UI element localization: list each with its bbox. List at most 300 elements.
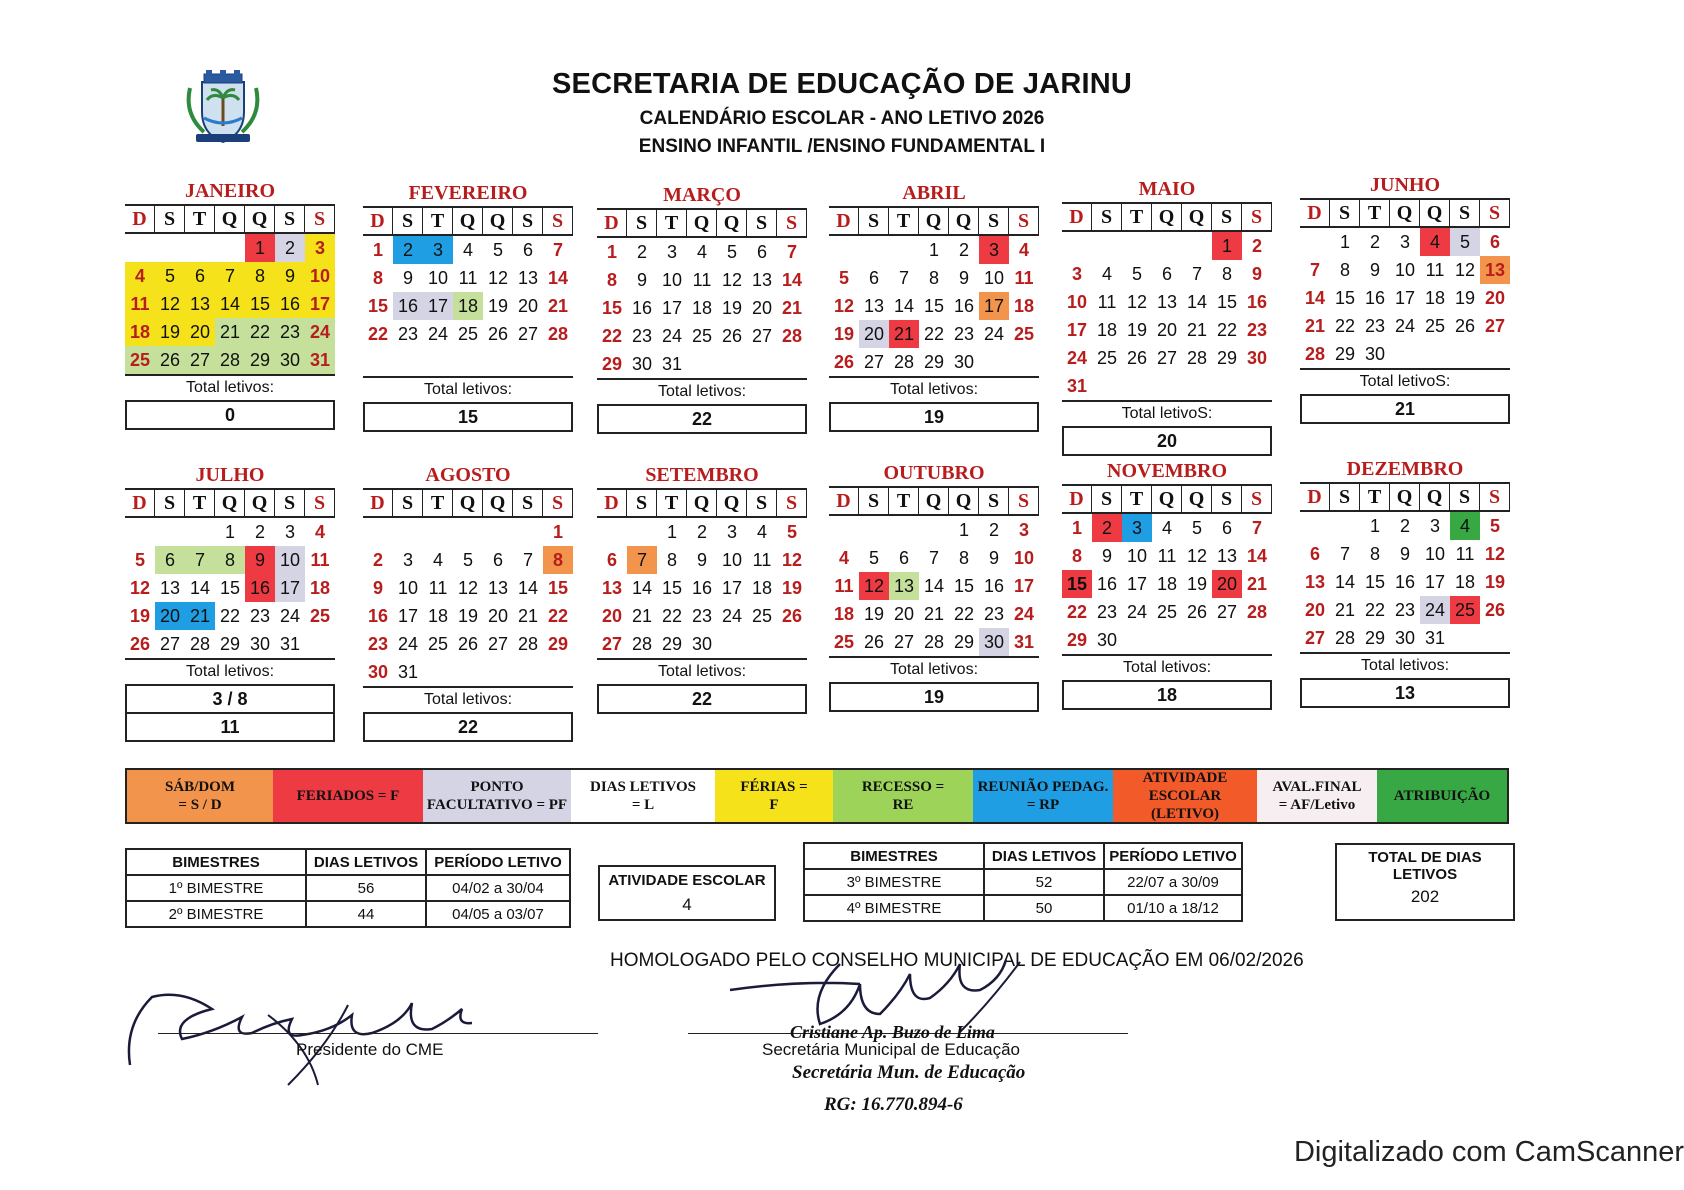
weekday-header: S <box>543 490 573 518</box>
total-letivos-value: 18 <box>1062 680 1272 710</box>
day-cell: 21 <box>1246 574 1268 594</box>
day-cell: 5 <box>134 550 145 570</box>
day-cell: 21 <box>547 296 569 316</box>
day-cell: 15 <box>953 576 975 596</box>
weekday-header: S <box>155 206 185 234</box>
day-cell: 19 <box>155 318 185 346</box>
legend-text <box>165 778 235 814</box>
weekday-header: S <box>275 490 305 518</box>
day-cell: 19 <box>129 606 151 626</box>
empty-day-cell <box>597 518 627 546</box>
month-day-grid <box>1300 484 1510 652</box>
bim1-header-dias: DIAS LETIVOS <box>306 849 426 875</box>
empty-day-cell <box>829 516 859 544</box>
weekday-header: Q <box>1182 204 1212 232</box>
day-cell: 4 <box>1420 228 1450 256</box>
day-cell: 10 <box>1424 544 1446 564</box>
month-day-grid <box>597 490 807 658</box>
legend-text <box>740 778 807 814</box>
day-cell: 24 <box>1394 316 1416 336</box>
day-cell: 10 <box>305 262 335 290</box>
day-cell: 27 <box>1304 628 1326 648</box>
day-cell: 18 <box>691 298 713 318</box>
total-letivos-label: Total letivos: <box>597 378 807 404</box>
legend-line-1: FÉRIAS = <box>740 779 808 795</box>
day-cell: 12 <box>1454 260 1476 280</box>
day-cell: 19 <box>833 324 855 344</box>
month-day-grid <box>1062 204 1272 400</box>
day-cell: 15 <box>1062 570 1092 598</box>
day-cell: 31 <box>661 354 683 374</box>
day-cell: 8 <box>928 268 939 288</box>
day-cell: 12 <box>457 578 479 598</box>
day-cell: 6 <box>1221 518 1232 538</box>
total-letivos-label: Total letivos: <box>125 374 335 400</box>
empty-day-cell <box>859 516 889 544</box>
day-cell: 24 <box>661 326 683 346</box>
legend-line-2: = RP <box>1026 797 1060 813</box>
weekday-header: T <box>185 490 215 518</box>
day-cell: 16 <box>953 296 975 316</box>
day-cell: 23 <box>397 324 419 344</box>
day-cell: 21 <box>631 606 653 626</box>
total-letivos-label: Total letivos: <box>363 686 573 712</box>
day-cell: 14 <box>631 578 653 598</box>
day-cell: 10 <box>1126 546 1148 566</box>
day-cell: 10 <box>983 268 1005 288</box>
month-5 <box>1300 172 1510 424</box>
day-cell: 18 <box>309 578 331 598</box>
weekday-header: S <box>1330 200 1360 228</box>
legend-item-5 <box>833 770 973 822</box>
day-cell: 28 <box>517 634 539 654</box>
day-cell: 22 <box>661 606 683 626</box>
day-cell: 7 <box>786 242 797 262</box>
day-cell: 25 <box>751 606 773 626</box>
day-cell: 14 <box>547 268 569 288</box>
legend-item-6 <box>973 770 1113 822</box>
day-cell: 1 <box>1369 516 1380 536</box>
day-cell: 25 <box>457 324 479 344</box>
total-dias-letivos-label: TOTAL DE DIAS LETIVOS <box>1368 849 1482 883</box>
day-cell: 20 <box>893 604 915 624</box>
month-day-grid <box>125 206 335 374</box>
weekday-header: Q <box>245 206 275 234</box>
month-6 <box>125 462 335 742</box>
legend-line-1: RECESSO = <box>861 779 945 795</box>
day-cell: 30 <box>1364 344 1386 364</box>
day-cell: 8 <box>245 262 275 290</box>
day-cell: 19 <box>1454 288 1476 308</box>
weekday-header: S <box>1242 204 1272 232</box>
weekday-header: S <box>627 210 657 238</box>
legend-text <box>1272 778 1361 814</box>
day-cell: 31 <box>1424 628 1446 648</box>
day-cell: 24 <box>305 318 335 346</box>
day-cell: 15 <box>367 296 389 316</box>
day-cell: 11 <box>125 290 155 318</box>
day-cell: 16 <box>1096 574 1118 594</box>
day-cell: 24 <box>721 606 743 626</box>
day-cell: 3 <box>1429 516 1440 536</box>
total-letivos-value: 15 <box>363 402 573 432</box>
weekday-header: D <box>1062 204 1092 232</box>
weekday-header: T <box>657 210 687 238</box>
day-cell: 7 <box>1191 264 1202 284</box>
day-cell: 22 <box>953 604 975 624</box>
day-cell: 7 <box>928 548 939 568</box>
day-cell: 8 <box>666 550 677 570</box>
month-10 <box>1062 458 1272 710</box>
weekday-header: S <box>1009 488 1039 516</box>
total-letivos-value: 0 <box>125 400 335 430</box>
total-letivos-value: 19 <box>829 402 1039 432</box>
total-letivos-value: 19 <box>829 682 1039 712</box>
empty-day-cell <box>829 236 859 264</box>
day-cell: 8 <box>958 548 969 568</box>
month-3 <box>829 180 1039 432</box>
day-cell: 2 <box>1251 236 1262 256</box>
day-cell: 9 <box>402 268 413 288</box>
empty-day-cell <box>1300 228 1330 256</box>
legend-text <box>590 778 696 814</box>
day-cell: 15 <box>1334 288 1356 308</box>
weekday-header: Q <box>919 488 949 516</box>
day-cell: 6 <box>756 242 767 262</box>
bim2-row2-days: 50 <box>984 895 1104 921</box>
day-cell: 10 <box>397 578 419 598</box>
day-cell: 20 <box>1156 320 1178 340</box>
day-cell: 10 <box>721 550 743 570</box>
day-cell: 1 <box>552 522 563 542</box>
day-cell: 10 <box>661 270 683 290</box>
month-8 <box>597 462 807 714</box>
weekday-header: S <box>979 488 1009 516</box>
day-cell: 30 <box>1394 628 1416 648</box>
day-cell: 22 <box>923 324 945 344</box>
weekday-header: D <box>597 210 627 238</box>
day-cell: 16 <box>367 606 389 626</box>
weekday-header: S <box>777 490 807 518</box>
day-cell: 14 <box>781 270 803 290</box>
day-cell: 31 <box>305 346 335 374</box>
day-cell: 11 <box>310 550 330 570</box>
legend-text <box>862 778 944 814</box>
day-cell: 7 <box>1251 518 1262 538</box>
day-cell: 5 <box>868 548 879 568</box>
empty-day-cell <box>1062 232 1092 260</box>
weekday-header: D <box>829 208 859 236</box>
day-cell: 20 <box>1304 600 1326 620</box>
day-cell: 25 <box>691 326 713 346</box>
empty-day-cell <box>125 518 155 546</box>
empty-day-cell <box>125 234 155 262</box>
day-cell: 27 <box>1484 316 1506 336</box>
day-cell: 15 <box>1364 572 1386 592</box>
day-cell: 30 <box>631 354 653 374</box>
day-cell: 17 <box>1013 576 1035 596</box>
day-cell: 6 <box>1309 544 1320 564</box>
weekday-header: T <box>889 488 919 516</box>
day-cell: 27 <box>751 326 773 346</box>
weekday-header: Q <box>717 490 747 518</box>
empty-day-cell <box>453 518 483 546</box>
day-cell: 28 <box>189 634 211 654</box>
weekday-header: Q <box>453 490 483 518</box>
day-cell: 27 <box>1156 348 1178 368</box>
empty-day-cell <box>627 518 657 546</box>
weekday-header: S <box>393 208 423 236</box>
day-cell: 29 <box>601 354 623 374</box>
empty-day-cell <box>393 518 423 546</box>
weekday-header: S <box>1092 486 1122 514</box>
day-cell: 15 <box>219 578 241 598</box>
bim1-row1-name: 1º BIMESTRE <box>126 875 306 901</box>
day-cell: 12 <box>1186 546 1208 566</box>
day-cell: 15 <box>245 290 275 318</box>
weekday-header: T <box>657 490 687 518</box>
day-cell: 24 <box>1126 602 1148 622</box>
month-name: AGOSTO <box>363 462 573 490</box>
day-cell: 10 <box>1394 260 1416 280</box>
legend-text <box>427 778 567 814</box>
day-cell: 26 <box>129 634 151 654</box>
day-cell: 9 <box>1369 260 1380 280</box>
day-cell: 7 <box>522 550 533 570</box>
total-letivos-label: Total letivos: <box>1062 654 1272 680</box>
day-cell: 19 <box>721 298 743 318</box>
day-cell: 18 <box>1013 296 1035 316</box>
bim1-row2-days: 44 <box>306 901 426 927</box>
bim1-row2-name: 2º BIMESTRE <box>126 901 306 927</box>
total-letivos-value: 22 <box>597 404 807 434</box>
day-cell: 4 <box>462 240 473 260</box>
day-cell: 20 <box>155 602 185 630</box>
day-cell: 12 <box>155 290 185 318</box>
day-cell: 19 <box>781 578 803 598</box>
month-name: JANEIRO <box>125 178 335 206</box>
day-cell: 19 <box>1126 320 1148 340</box>
weekday-header: S <box>155 490 185 518</box>
day-cell: 20 <box>185 318 215 346</box>
day-cell: 11 <box>752 550 772 570</box>
day-cell: 4 <box>1101 264 1112 284</box>
day-cell: 5 <box>1131 264 1142 284</box>
day-cell: 11 <box>1425 260 1445 280</box>
month-0 <box>125 178 335 430</box>
legend-item-3 <box>571 770 715 822</box>
day-cell: 21 <box>215 318 245 346</box>
day-cell: 29 <box>245 346 275 374</box>
day-cell: 30 <box>979 628 1009 656</box>
weekday-header: T <box>1122 204 1152 232</box>
weekday-header: S <box>1480 484 1510 512</box>
weekday-header: D <box>125 490 155 518</box>
day-cell: 26 <box>1126 348 1148 368</box>
legend-line-2: = L <box>631 797 655 813</box>
day-cell: 8 <box>606 270 617 290</box>
day-cell: 17 <box>423 292 453 320</box>
day-cell: 8 <box>1369 544 1380 564</box>
day-cell: 7 <box>215 262 245 290</box>
day-cell: 9 <box>1251 264 1262 284</box>
day-cell: 24 <box>1013 604 1035 624</box>
total-letivos-label: Total letivos: <box>597 658 807 684</box>
day-cell: 13 <box>1216 546 1238 566</box>
day-cell: 26 <box>457 634 479 654</box>
weekday-header: T <box>185 206 215 234</box>
weekday-header: D <box>363 490 393 518</box>
weekday-header: T <box>889 208 919 236</box>
day-cell: 13 <box>863 296 885 316</box>
day-cell: 15 <box>547 578 569 598</box>
day-cell: 22 <box>547 606 569 626</box>
weekday-header: S <box>1450 484 1480 512</box>
weekday-header: S <box>1009 208 1039 236</box>
day-cell: 15 <box>923 296 945 316</box>
month-day-grid <box>1300 200 1510 368</box>
legend-line-2: = AF/Letivo <box>1278 797 1356 813</box>
day-cell: 21 <box>781 298 803 318</box>
total-letivos-label: Total letivos: <box>125 658 335 684</box>
weekday-header: S <box>513 208 543 236</box>
day-cell: 11 <box>834 576 854 596</box>
atividade-escolar-value: 4 <box>682 895 692 914</box>
day-cell: 9 <box>245 546 275 574</box>
day-cell: 26 <box>781 606 803 626</box>
day-cell: 23 <box>1096 602 1118 622</box>
weekday-header: Q <box>919 208 949 236</box>
day-cell: 17 <box>397 606 419 626</box>
day-cell: 28 <box>923 632 945 652</box>
day-cell: 1 <box>245 234 275 262</box>
weekday-header: Q <box>687 210 717 238</box>
day-cell: 4 <box>838 548 849 568</box>
day-cell: 27 <box>487 634 509 654</box>
day-cell: 22 <box>219 606 241 626</box>
day-cell: 16 <box>1246 292 1268 312</box>
day-cell: 7 <box>185 546 215 574</box>
month-name: NOVEMBRO <box>1062 458 1272 486</box>
day-cell: 9 <box>1399 544 1410 564</box>
empty-day-cell <box>155 234 185 262</box>
total-letivos-label: Total letivos: <box>1300 652 1510 678</box>
day-cell: 28 <box>1186 348 1208 368</box>
day-cell: 14 <box>893 296 915 316</box>
day-cell: 12 <box>859 572 889 600</box>
day-cell: 14 <box>215 290 245 318</box>
weekday-header: S <box>1242 486 1272 514</box>
legend-item-7 <box>1113 770 1257 822</box>
day-cell: 30 <box>691 634 713 654</box>
day-cell: 13 <box>487 578 509 598</box>
bim2-row1-days: 52 <box>984 869 1104 895</box>
total-letivos-value: 22 <box>363 712 573 742</box>
day-cell: 2 <box>275 234 305 262</box>
month-day-grid <box>363 490 573 686</box>
day-cell: 18 <box>1096 320 1118 340</box>
day-cell: 16 <box>275 290 305 318</box>
legend-line-1: REUNIÃO PEDAG. <box>977 779 1109 795</box>
day-cell: 30 <box>1096 630 1118 650</box>
day-cell: 30 <box>275 346 305 374</box>
day-cell: 13 <box>889 572 919 600</box>
day-cell: 29 <box>661 634 683 654</box>
day-cell: 24 <box>427 324 449 344</box>
day-cell: 26 <box>721 326 743 346</box>
day-cell: 29 <box>923 352 945 372</box>
day-cell: 4 <box>314 522 325 542</box>
day-cell: 13 <box>1156 292 1178 312</box>
day-cell: 13 <box>1304 572 1326 592</box>
day-cell: 28 <box>1334 628 1356 648</box>
empty-day-cell <box>513 518 543 546</box>
bim2-row2-name: 4º BIMESTRE <box>804 895 984 921</box>
day-cell: 12 <box>721 270 743 290</box>
day-cell: 20 <box>1212 570 1242 598</box>
page-subtitle-2: ENSINO INFANTIL /ENSINO FUNDAMENTAL I <box>638 136 1046 157</box>
empty-day-cell <box>919 516 949 544</box>
legend-text <box>297 787 400 805</box>
weekday-header: Q <box>1420 200 1450 228</box>
day-cell: 1 <box>958 520 969 540</box>
empty-day-cell <box>483 518 513 546</box>
day-cell: 21 <box>1334 600 1356 620</box>
day-cell: 2 <box>696 522 707 542</box>
day-cell: 16 <box>245 574 275 602</box>
day-cell: 22 <box>1334 316 1356 336</box>
day-cell: 8 <box>1221 264 1232 284</box>
signature-2-title: Secretária Municipal de Educação <box>762 1040 1020 1059</box>
day-cell: 21 <box>517 606 539 626</box>
weekday-header: S <box>627 490 657 518</box>
weekday-header: D <box>1300 200 1330 228</box>
weekday-header: Q <box>453 208 483 236</box>
day-cell: 4 <box>1450 512 1480 540</box>
day-cell: 8 <box>372 268 383 288</box>
bim2-header-dias: DIAS LETIVOS <box>984 843 1104 869</box>
day-cell: 14 <box>1334 572 1356 592</box>
empty-day-cell <box>1300 512 1330 540</box>
total-letivos-value: 3 / 8 <box>125 684 335 714</box>
day-cell: 22 <box>1216 320 1238 340</box>
day-cell: 23 <box>1246 320 1268 340</box>
total-letivos-value: 22 <box>597 684 807 714</box>
day-cell: 19 <box>457 606 479 626</box>
bim2-header-periodo: PERÍODO LETIVO <box>1104 843 1242 869</box>
day-cell: 23 <box>367 634 389 654</box>
day-cell: 8 <box>1339 260 1350 280</box>
day-cell: 12 <box>487 268 509 288</box>
day-cell: 2 <box>1092 514 1122 542</box>
day-cell: 3 <box>726 522 737 542</box>
legend-line-1: PONTO <box>470 779 524 795</box>
month-name: SETEMBRO <box>597 462 807 490</box>
day-cell: 4 <box>1018 240 1029 260</box>
weekday-header: S <box>859 208 889 236</box>
bim2-row2-period: 01/10 a 18/12 <box>1104 895 1242 921</box>
day-cell: 11 <box>692 270 712 290</box>
day-cell: 2 <box>254 522 265 542</box>
day-cell: 29 <box>219 634 241 654</box>
weekday-header: Q <box>215 490 245 518</box>
day-cell: 26 <box>1454 316 1476 336</box>
day-cell: 1 <box>928 240 939 260</box>
day-cell: 17 <box>275 574 305 602</box>
day-cell: 5 <box>155 262 185 290</box>
day-cell: 3 <box>402 550 413 570</box>
month-name: MARÇO <box>597 182 807 210</box>
